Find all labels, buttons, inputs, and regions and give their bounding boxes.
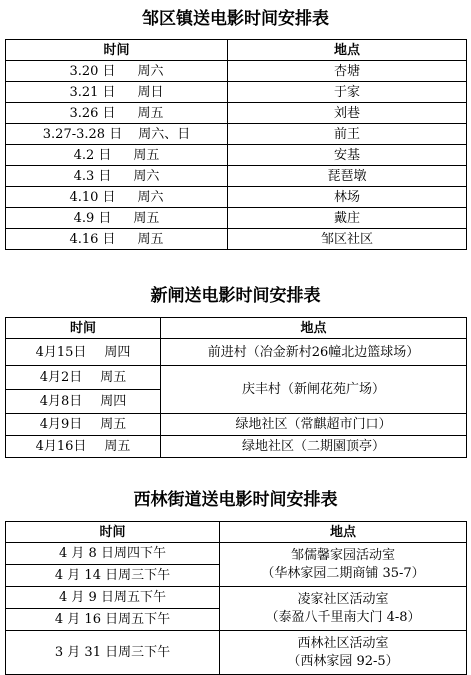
date-text: 4.10 日 <box>69 189 116 205</box>
time-cell <box>6 208 228 229</box>
header-time: 时间 <box>6 522 220 543</box>
weekday-text: 周五 <box>133 210 160 226</box>
venue-address: （泰盈八千里南大门 4-8） <box>265 609 421 625</box>
table1-title: 邹区镇送电影时间安排表 <box>142 9 329 29</box>
weekday-text: 周四 <box>104 344 131 360</box>
location-cell: 前王 <box>228 124 467 145</box>
header-location: 地点 <box>161 318 467 339</box>
table-row <box>6 124 467 145</box>
header-time: 时间 <box>6 40 228 61</box>
time-cell <box>6 61 228 82</box>
location-cell: 前进村（冶金新村26幢北边篮球场） <box>161 339 467 366</box>
location-cell: 庆丰村（新闸花苑广场） <box>161 366 467 414</box>
table-row <box>6 631 467 675</box>
location-cell: 林场 <box>228 187 467 208</box>
weekday-text: 周五 <box>137 105 164 121</box>
table-row <box>6 187 467 208</box>
date-text: 3.26 日 <box>69 105 116 121</box>
location-cell: 戴庄 <box>228 208 467 229</box>
venue-address: （西林家园 92-5） <box>287 653 399 669</box>
weekday-text: 周五 <box>104 439 131 454</box>
date-text: 3.20 日 <box>69 63 116 79</box>
time-cell <box>6 390 161 414</box>
schedule-table-xilin <box>5 521 467 675</box>
time-cell <box>6 124 228 145</box>
header-location: 地点 <box>228 40 467 61</box>
weekday-text: 周四 <box>100 394 127 409</box>
date-text: 4.2 日 <box>73 147 112 163</box>
location-cell <box>220 631 467 675</box>
date-text: 3.27-3.28 日 <box>42 126 123 142</box>
weekday-text: 周五 <box>100 417 127 432</box>
table-row <box>6 366 467 390</box>
header-time: 时间 <box>6 318 161 339</box>
time-cell <box>6 436 161 458</box>
location-cell: 杏塘 <box>228 61 467 82</box>
location-cell: 邹区社区 <box>228 229 467 250</box>
time-cell: 4 月 16 日周五下午 <box>6 609 220 631</box>
table3-title: 西林街道送电影时间安排表 <box>133 490 338 510</box>
weekday-text: 周日 <box>137 84 164 100</box>
table-row <box>6 208 467 229</box>
table-row <box>6 229 467 250</box>
table-row <box>6 166 467 187</box>
location-cell: 绿地社区（常麒超市门口） <box>161 414 467 436</box>
venue-name: 西林社区活动室 <box>297 635 389 651</box>
venue-name: 凌家社区活动室 <box>297 591 389 607</box>
venue-address: （华林家园二期商铺 35-7） <box>261 565 425 581</box>
table-row <box>6 414 467 436</box>
time-cell <box>6 82 228 103</box>
time-cell <box>6 229 228 250</box>
weekday-text: 周五 <box>137 231 164 247</box>
weekday-text: 周五 <box>100 370 127 385</box>
table2-title: 新闸送电影时间安排表 <box>150 286 321 306</box>
location-cell: 于家 <box>228 82 467 103</box>
date-text: 4月2日 <box>39 370 83 385</box>
table-row <box>6 436 467 458</box>
time-cell: 3 月 31 日周三下午 <box>6 631 220 675</box>
time-cell: 4 月 14 日周三下午 <box>6 565 220 587</box>
location-cell <box>220 543 467 587</box>
table-row <box>6 61 467 82</box>
time-cell <box>6 103 228 124</box>
weekday-text: 周六 <box>133 168 160 184</box>
table-row <box>6 339 467 366</box>
weekday-text: 周六、日 <box>138 126 191 142</box>
venue-name: 邹儒馨家园活动室 <box>290 547 395 563</box>
table-row <box>6 82 467 103</box>
location-cell: 刘巷 <box>228 103 467 124</box>
location-cell: 绿地社区（二期園顶亭） <box>161 436 467 458</box>
table-row <box>6 587 467 609</box>
table-row <box>6 543 467 565</box>
table-row <box>6 103 467 124</box>
schedule-table-zouqu <box>5 39 467 250</box>
date-text: 4.9 日 <box>73 210 112 226</box>
location-cell: 琵琶墩 <box>228 166 467 187</box>
header-location: 地点 <box>220 522 467 543</box>
time-cell: 4 月 8 日周四下午 <box>6 543 220 565</box>
date-text: 4月15日 <box>35 344 87 360</box>
date-text: 3.21 日 <box>69 84 116 100</box>
table-row <box>6 145 467 166</box>
date-text: 4月16日 <box>35 439 87 454</box>
time-cell <box>6 339 161 366</box>
time-cell: 4 月 9 日周五下午 <box>6 587 220 609</box>
time-cell <box>6 145 228 166</box>
date-text: 4.16 日 <box>69 231 116 247</box>
date-text: 4月8日 <box>39 394 83 409</box>
location-cell: 安基 <box>228 145 467 166</box>
time-cell <box>6 166 228 187</box>
time-cell <box>6 366 161 390</box>
weekday-text: 周五 <box>133 147 160 163</box>
weekday-text: 周六 <box>137 189 164 205</box>
weekday-text: 周六 <box>137 63 164 79</box>
date-text: 4月9日 <box>39 417 83 432</box>
location-cell <box>220 587 467 631</box>
date-text: 4.3 日 <box>73 168 112 184</box>
time-cell <box>6 187 228 208</box>
time-cell <box>6 414 161 436</box>
schedule-table-xinzha <box>5 317 467 458</box>
